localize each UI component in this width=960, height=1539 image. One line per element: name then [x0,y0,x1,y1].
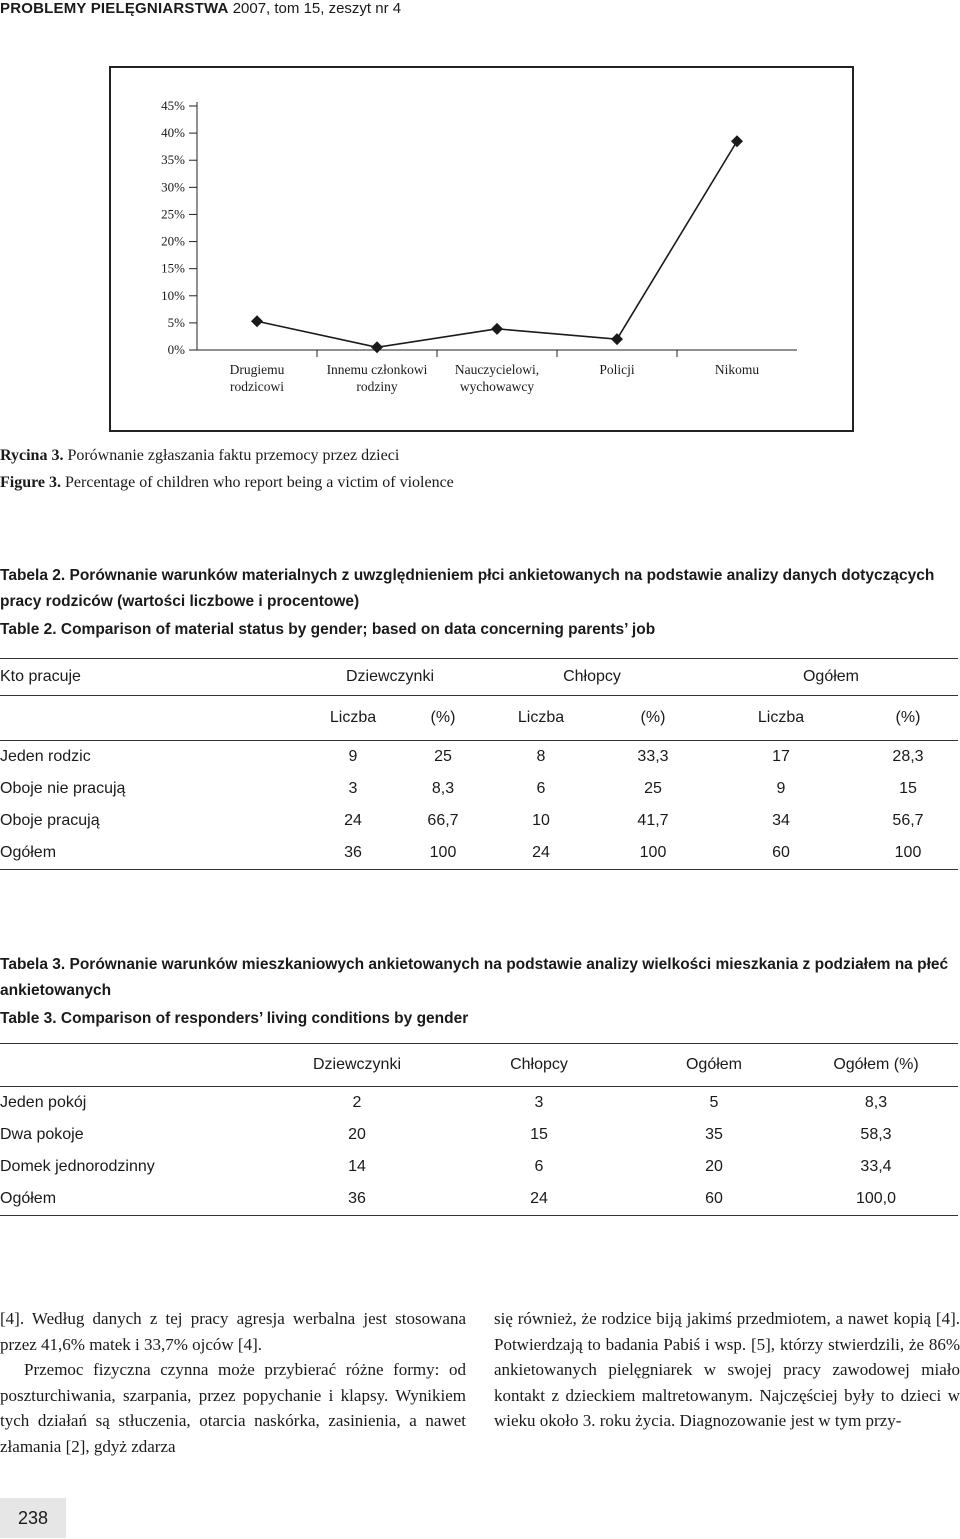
x-tick-label: Nauczycielowi, [454,362,540,377]
y-tick-label: 30% [161,179,185,195]
cell: 24 [480,837,602,870]
cell: 14 [348,1158,366,1175]
sub-header-count: Liczba [704,696,858,741]
data-point-marker [251,315,263,327]
cell: 9 [348,748,358,765]
table-2-label-pl: Tabela 2. [0,567,66,584]
cell: 100 [858,837,958,870]
cell: 28,3 [892,748,924,765]
cell: 25 [434,748,452,765]
cell: 100 [602,837,704,870]
table-2-title-en: Comparison of material status by gender; based on data concerning parents’ job [60,621,656,638]
cell: 8,3 [864,1094,888,1111]
cell: 3 [348,780,358,797]
row-label: Ogółem [0,837,300,870]
group-header-total: Ogółem [704,659,958,696]
paragraph: [4]. Według danych z tej pracy agresja werbalna jest stosowana przez 41,6% matek i 33,7% ojców [4]. [0,1309,466,1354]
cell: 20 [705,1158,723,1175]
y-tick-label: 45% [161,98,185,113]
figure-caption-en [0,474,454,492]
col-header-boys: Chłopcy [444,1044,634,1087]
sub-header-percent: (%) [406,696,480,741]
empty-header [0,1044,270,1087]
table-row [0,1087,958,1120]
cell: 8 [536,748,546,765]
row-label: Jeden pokój [0,1094,87,1111]
data-point-marker [611,333,623,345]
cell: 15 [530,1126,548,1143]
table-row [0,773,958,805]
table-row [0,1183,958,1216]
col-header-girls: Dziewczynki [270,1044,444,1087]
cell: 15 [899,780,917,797]
row-label: Domek jednorodzinny [0,1158,155,1175]
y-tick-label: 15% [161,260,185,276]
table-row [0,741,958,774]
y-tick-label: 10% [161,287,185,303]
table-2-title-pl: Porównanie warunków materialnych z uwzględnieniem płci ankietowanych na podstawie analizy danych dotyczących pracy rodziców (wartości liczbowe i procentowe) [0,567,935,610]
figure-3-chart [109,66,854,432]
x-tick-label: Innemu członkowi [326,362,428,377]
series-line [257,141,737,347]
x-tick-label: rodzicowi [230,379,284,394]
cell: 36 [300,837,406,870]
sub-header-count: Liczba [300,696,406,741]
cell: 5 [709,1094,719,1111]
table-row [0,1119,958,1151]
cell: 2 [352,1094,362,1111]
table-3-title-pl: Porównanie warunków mieszkaniowych ankietowanych na podstawie analizy wielkości mieszkania z podziałem na płeć ankietowanych [0,956,949,999]
y-tick-label: 0% [167,342,185,357]
figure-caption-pl [0,447,399,465]
figure-label-en: Figure 3. [0,474,62,491]
data-point-marker [491,323,503,335]
cell: 56,7 [892,812,924,829]
issue-info: 2007, tom 15, zeszyt nr 4 [232,0,402,17]
cell: 20 [348,1126,366,1143]
row-label: Jeden rodzic [0,748,91,765]
y-tick-label: 35% [161,152,185,168]
table-3 [0,1043,958,1216]
paragraph: Przemoc fizyczna czynna może przybierać różne formy: od poszturchiwania, szarpania, przez popychanie i klapsy. Wynikiem tych działań są stłuczenia, otarcia naskórka, zasinienia, a nawet złamania [2], gdyż zdarza [0,1360,466,1456]
paragraph: się również, że rodzice biją jakimś przedmiotem, a nawet kopią [4]. Potwierdzają to badania Pabiś i wsp. [5], którzy stwierdzili, że 86% ankietowanych pielęgniarek w swojej pracy zawodowej miało kontakt z dzieckiem maltretowanym. Najczęściej były to dzieci w wieku około 3. roku życia. Diagnozowanie jest w tym przy- [494,1309,960,1430]
y-tick-label: 5% [167,314,185,330]
col-header-total: Ogółem [634,1044,794,1087]
table-3-caption-en [0,1006,958,1032]
cell: 6 [536,780,546,797]
table-2-caption-pl [0,563,958,615]
cell: 35 [705,1126,723,1143]
cell: 33,3 [637,748,669,765]
cell: 9 [776,780,786,797]
cell: 8,3 [431,780,455,797]
journal-name: PROBLEMY PIELĘGNIARSTWA [0,0,229,17]
cell: 33,4 [860,1158,892,1175]
cell: 41,7 [637,812,669,829]
cell: 100 [406,837,480,870]
table-row [0,805,958,837]
x-tick-label: Drugiemu [229,362,285,377]
cell: 25 [644,780,662,797]
table-2-caption-en [0,617,958,643]
cell: 17 [772,748,790,765]
sub-header-percent: (%) [602,696,704,741]
cell: 58,3 [860,1126,892,1143]
table-row [0,837,958,870]
cell: 34 [772,812,790,829]
y-tick-label: 20% [161,233,185,249]
page-number: 238 [0,1498,66,1538]
cell: 10 [532,812,550,829]
empty-cell [0,696,300,741]
running-header [0,0,401,17]
table-3-label-pl: Tabela 3. [0,956,66,973]
cell: 60 [704,837,858,870]
x-tick-label: Policji [599,362,635,377]
table-3-label-en: Table 3. [0,1010,57,1027]
group-header-girls: Dziewczynki [300,659,480,696]
body-column-right [494,1306,960,1434]
data-point-marker [371,341,383,353]
cell: 36 [270,1183,444,1216]
table-2-label-en: Table 2. [0,621,57,638]
cell: 3 [534,1094,544,1111]
table-3-title-en: Comparison of responders’ living conditions by gender [60,1010,469,1027]
data-point-marker [731,135,743,147]
sub-header-percent: (%) [858,696,958,741]
cell: 60 [634,1183,794,1216]
col-header-total-percent: Ogółem (%) [794,1044,958,1087]
y-tick-label: 25% [161,206,185,222]
row-label: Ogółem [0,1183,270,1216]
x-tick-label: Nikomu [714,362,760,377]
body-column-left [0,1306,466,1459]
group-header-boys: Chłopcy [480,659,704,696]
row-label: Dwa pokoje [0,1126,84,1143]
x-tick-label: rodziny [356,379,398,394]
y-tick-label: 40% [161,125,185,141]
table-row [0,1151,958,1183]
table-2 [0,658,958,870]
x-tick-label: wychowawcy [459,379,535,394]
figure-label-pl: Rycina 3. [0,447,64,464]
row-label: Oboje nie pracują [0,780,126,797]
row-label: Oboje pracują [0,812,100,829]
sub-header-count: Liczba [480,696,602,741]
cell: 24 [344,812,362,829]
figure-title-en: Percentage of children who report being a victim of violence [65,474,454,491]
cell: 100,0 [794,1183,958,1216]
cell: 66,7 [427,812,459,829]
line-chart [111,68,852,430]
figure-title-pl: Porównanie zgłaszania faktu przemocy przez dzieci [67,447,400,464]
cell: 6 [534,1158,544,1175]
col-header-who-works: Kto pracuje [0,659,300,696]
cell: 24 [444,1183,634,1216]
table-3-caption-pl [0,952,958,1004]
